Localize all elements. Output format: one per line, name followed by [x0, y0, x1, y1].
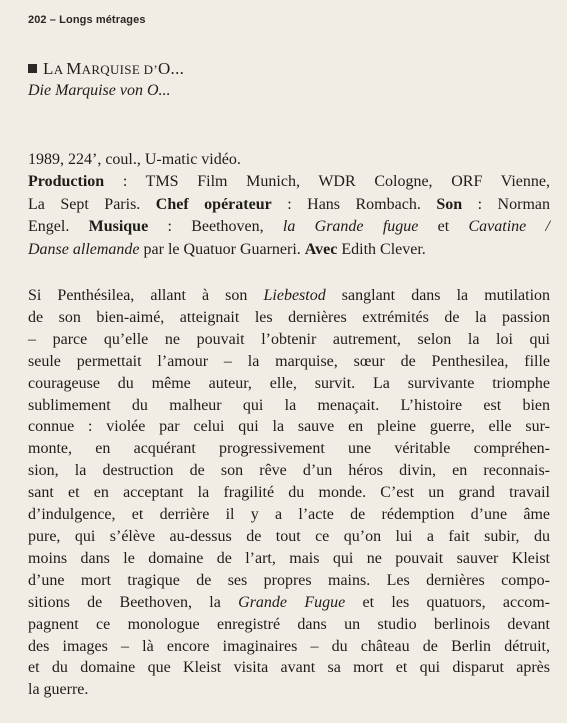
- text-run-italic: Grande Fugue: [238, 593, 346, 611]
- credit-label: Avec: [304, 240, 338, 258]
- paragraph-line: des images – là encore imaginaires – du château de Berlin détruit,: [28, 637, 550, 655]
- running-head: 202 – Longs métrages: [28, 14, 146, 26]
- credit-work: Danse allemande: [28, 240, 140, 258]
- square-bullet-icon: [28, 64, 37, 73]
- credit-text: La Sept Paris.: [28, 195, 156, 213]
- credits-line: [28, 216, 550, 238]
- credit-text: TMS Film Munich, WDR Cologne, ORF Vienne,: [145, 173, 550, 191]
- credit-label: Son: [436, 195, 463, 213]
- credits-line: [28, 239, 550, 261]
- credit-label: Musique: [88, 218, 149, 236]
- paragraph-line: d’une mort tragique de ses propres mains. Les dernières compo-: [28, 571, 550, 589]
- credit-text: : Norman: [462, 195, 550, 213]
- paragraph-line: courageuse du même auteur, elle, survit. La survivante triomphe: [28, 374, 550, 392]
- credit-text: Edith Clever.: [337, 240, 426, 258]
- paragraph-line: monte, en acquérant progressivement une véritable compréhen-: [28, 440, 550, 458]
- paragraph-line: – parce qu’elle ne pouvait l’obtenir autrement, selon la loi qui: [28, 330, 550, 348]
- text-run: sitions de Beethoven, la: [28, 593, 239, 611]
- credit-text: : Beethoven,: [148, 218, 283, 236]
- title-part: ARQUISE D’: [81, 62, 158, 77]
- entry-title: [28, 59, 184, 80]
- credits-line: [28, 171, 550, 193]
- title-part: L: [43, 59, 54, 78]
- paragraph-line: pure, qui s’élève au-dessus de tout ce qu’on lui a fait subir, du: [28, 527, 550, 545]
- credit-label: Production: [28, 173, 105, 191]
- paragraph-line: connue : violée par celui qui la sauve en pleine guerre, elle sur-: [28, 418, 550, 436]
- credit-work: Cavatine /: [468, 218, 550, 236]
- credit-text: :: [104, 173, 146, 191]
- credit-text: par le Quatuor Guarneri.: [139, 240, 305, 258]
- paragraph-line: sublimement du malheur qui la menaçait. L’histoire est bien: [28, 396, 550, 414]
- paragraph-line: [28, 592, 550, 614]
- credit-text: : Hans Rombach.: [271, 195, 437, 213]
- synopsis-paragraph: [28, 285, 550, 701]
- text-run: sanglant dans la mutilation: [325, 287, 551, 304]
- paragraph-line: de son bien-aimé, atteignait les dernières extrémités de la passion: [28, 308, 550, 326]
- text-run-italic: Liebestod: [263, 287, 326, 304]
- original-title: Die Marquise von O...: [28, 82, 171, 99]
- paragraph-line: la guerre.: [28, 681, 89, 699]
- paragraph-line: sion, la destruction de son rêve d’un héros divin, en reconnais-: [28, 462, 550, 480]
- title-part: O: [157, 59, 171, 78]
- title-part: A: [53, 62, 67, 77]
- credits-line: [28, 194, 550, 216]
- credit-work: la Grande fugue: [282, 218, 419, 236]
- paragraph-line: seule permettait l’amour – la marquise, sœur de Penthesilea, fille: [28, 352, 550, 370]
- credits-line: 1989, 224’, coul., U-matic vidéo.: [28, 151, 241, 168]
- credit-text: et: [418, 218, 469, 236]
- title-part: M: [66, 59, 82, 78]
- paragraph-line: moins dans le domaine de l’art, mais qui ne pouvait sauver Kleist: [28, 549, 550, 567]
- text-run: et les quatuors, accom-: [345, 593, 550, 611]
- paragraph-line: et du domaine que Kleist visita avant sa mort et qui disparut après: [28, 659, 550, 677]
- text-run: Si Penthésilea, allant à son: [28, 287, 264, 304]
- paragraph-line: pagnent ce monologue enregistré dans un studio berlinois devant: [28, 615, 550, 633]
- credits-block: [28, 149, 550, 261]
- credit-label: Chef opérateur: [155, 195, 272, 213]
- paragraph-line: sant et en acceptant la fragilité du monde. C’est un grand travail: [28, 484, 550, 502]
- paragraph-line: [28, 285, 550, 307]
- paragraph-line: d’indulgence, et derrière il y a l’acte de rédemption d’une âme: [28, 506, 550, 524]
- title-part: ...: [170, 59, 185, 78]
- credit-text: Engel.: [28, 218, 89, 236]
